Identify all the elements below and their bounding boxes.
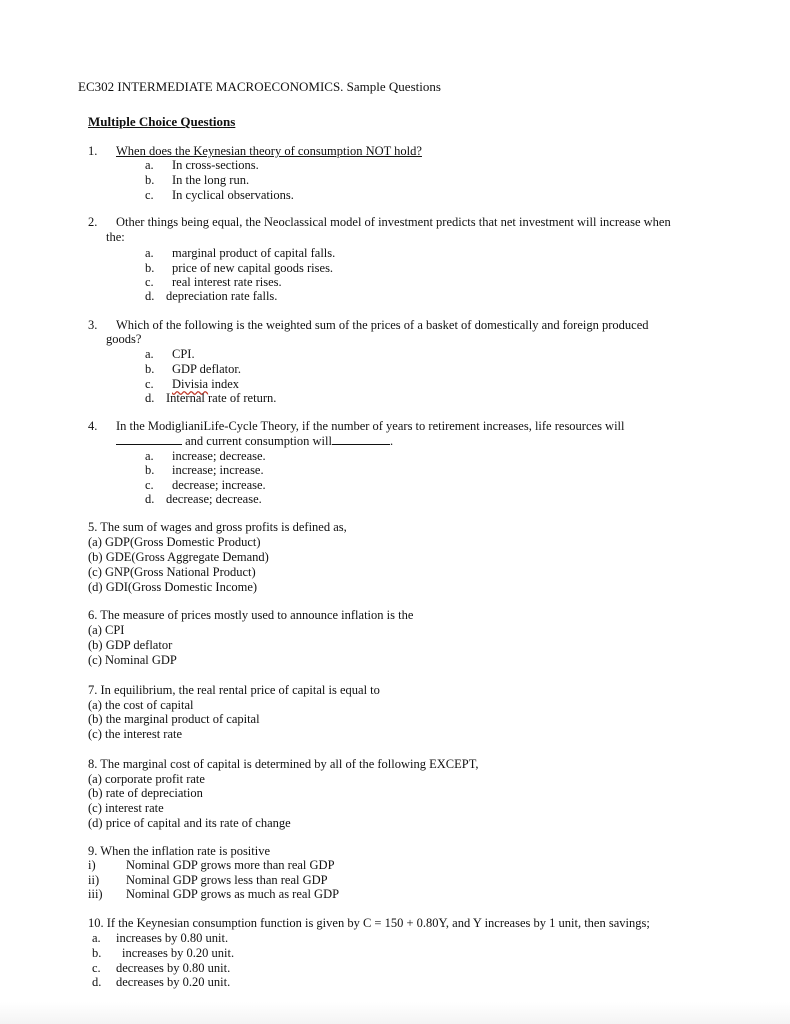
option	[0, 173, 790, 188]
option	[0, 478, 790, 493]
option-label: c.	[145, 478, 154, 492]
option: (d) price of capital and its rate of change	[88, 816, 291, 830]
option	[0, 492, 790, 507]
option	[0, 449, 790, 464]
option: (c) interest rate	[88, 801, 164, 815]
option-label: c.	[92, 961, 101, 975]
option	[0, 887, 790, 902]
document-title: EC302 INTERMEDIATE MACROECONOMICS. Sample Questions	[78, 79, 441, 94]
option	[0, 463, 790, 478]
option-label: b.	[145, 261, 155, 275]
question-text: 7. In equilibrium, the real rental price of capital is equal to	[88, 683, 380, 697]
option-text: Nominal GDP grows less than real GDP	[126, 873, 328, 887]
option	[0, 158, 790, 173]
option-text: increase; increase.	[172, 463, 264, 477]
option-label: i)	[88, 858, 96, 872]
option: (a) GDP(Gross Domestic Product)	[88, 535, 261, 549]
option-label: c.	[145, 188, 154, 202]
option	[0, 858, 790, 873]
option-text: Nominal GDP grows as much as real GDP	[126, 887, 340, 901]
question-text: 10. If the Keynesian consumption function is given by C = 150 + 0.80Y, and Y increases by 1 unit, then savings;	[88, 916, 650, 930]
option: (a) CPI	[88, 623, 125, 637]
question-number: 3.	[88, 318, 98, 332]
option-text: real interest rate rises.	[172, 275, 282, 289]
question-text-end: .	[389, 434, 394, 448]
option	[0, 377, 790, 392]
question-text: Which of the following is the weighted sum of the prices of a basket of domestically and foreign produced	[116, 318, 649, 332]
option: (b) GDE(Gross Aggregate Demand)	[88, 550, 269, 564]
option	[0, 391, 790, 406]
option-text: GDP deflator.	[172, 362, 241, 376]
option-text: In cyclical observations.	[172, 188, 294, 202]
option	[0, 188, 790, 203]
option-text: increases by 0.80 unit.	[116, 931, 229, 945]
option-text-wrapper	[172, 377, 239, 392]
question-text-mid: and current consumption will	[185, 434, 332, 448]
option: (a) corporate profit rate	[88, 772, 205, 786]
option: (c) the interest rate	[88, 727, 183, 741]
option-text: price of new capital goods rises.	[172, 261, 334, 275]
option-label: iii)	[88, 887, 103, 901]
option-label: d.	[92, 975, 102, 989]
option-text: decrease; increase.	[172, 478, 266, 492]
option	[0, 246, 790, 261]
option	[0, 975, 790, 990]
option: (b) the marginal product of capital	[88, 712, 260, 726]
option-text: Nominal GDP grows more than real GDP	[126, 858, 335, 872]
option-text: In the long run.	[172, 173, 250, 187]
option-text: Internal rate of return.	[166, 391, 277, 405]
option-label: a.	[145, 449, 154, 463]
option: (c) Nominal GDP	[88, 653, 177, 667]
section-title: Multiple Choice Questions	[88, 114, 236, 129]
option	[0, 347, 790, 362]
option-label: b.	[92, 946, 102, 960]
question-text: 6. The measure of prices mostly used to announce inflation is the	[88, 608, 414, 622]
question-text: 9. When the inflation rate is positive	[88, 844, 271, 858]
option: (d) GDI(Gross Domestic Income)	[88, 580, 258, 594]
option	[0, 261, 790, 276]
option	[0, 362, 790, 377]
option: (b) rate of depreciation	[88, 786, 203, 800]
option-text: decrease; decrease.	[166, 492, 262, 506]
spellcheck-word: Divisia	[172, 377, 209, 391]
question-text-continued: goods?	[106, 332, 142, 346]
option-text: index	[211, 377, 240, 391]
option-text: increases by 0.20 unit.	[122, 946, 235, 960]
option-text: depreciation rate falls.	[166, 289, 278, 303]
answer-blank	[116, 434, 182, 445]
option-label: a.	[145, 246, 154, 260]
option	[0, 931, 790, 946]
option-text: In cross-sections.	[172, 158, 259, 172]
option-label: ii)	[88, 873, 100, 887]
answer-blank	[332, 434, 390, 445]
option	[0, 961, 790, 976]
option	[0, 873, 790, 888]
option-text: CPI.	[172, 347, 195, 361]
option-label: d.	[145, 289, 155, 303]
option: (a) the cost of capital	[88, 698, 194, 712]
option	[0, 275, 790, 290]
option-text: decreases by 0.80 unit.	[116, 961, 231, 975]
question-text-continued: the:	[106, 230, 125, 244]
option: (c) GNP(Gross National Product)	[88, 565, 256, 579]
question-number: 4.	[88, 419, 98, 433]
option	[0, 289, 790, 304]
option-label: b.	[145, 173, 155, 187]
option-label: c.	[145, 377, 154, 391]
option-label: a.	[145, 347, 154, 361]
option-text: decreases by 0.20 unit.	[116, 975, 231, 989]
option-text: increase; decrease.	[172, 449, 266, 463]
question-number: 2.	[88, 215, 98, 229]
question-text: When does the Keynesian theory of consumption NOT hold?	[116, 144, 422, 158]
question-text: 5. The sum of wages and gross profits is defined as,	[88, 520, 347, 534]
option-label: c.	[145, 275, 154, 289]
question-number: 1.	[88, 144, 98, 158]
option-label: d.	[145, 391, 155, 405]
option-label: b.	[145, 362, 155, 376]
question-text: In the ModiglianiLife-Cycle Theory, if the number of years to retirement increases, life resources will	[116, 419, 625, 433]
page-bottom-edge	[0, 1002, 790, 1024]
option-text: marginal product of capital falls.	[172, 246, 336, 260]
question-text: Other things being equal, the Neoclassical model of investment predicts that net investment will increase when	[116, 215, 671, 229]
option-label: a.	[92, 931, 101, 945]
option-label: b.	[145, 463, 155, 477]
option	[0, 946, 790, 961]
option: (b) GDP deflator	[88, 638, 173, 652]
option-label: d.	[145, 492, 155, 506]
option-label: a.	[145, 158, 154, 172]
question-text: 8. The marginal cost of capital is determined by all of the following EXCEPT,	[88, 757, 479, 771]
question-text-continued	[116, 434, 393, 449]
